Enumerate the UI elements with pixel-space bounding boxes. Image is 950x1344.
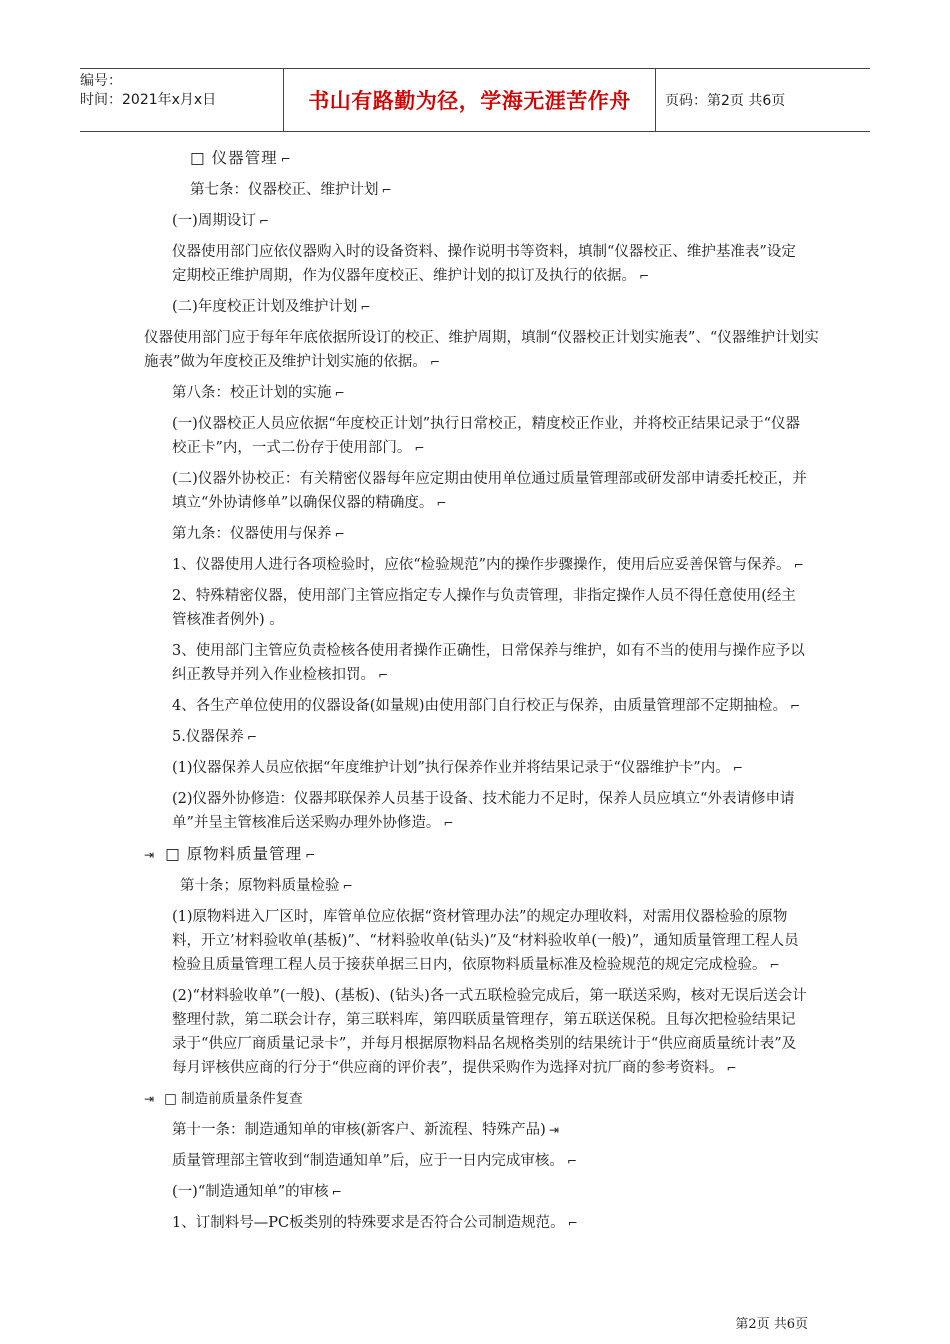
article-heading: 第九条：仪器使用与保养 ⌐ xyxy=(172,526,345,542)
article-heading: 第七条：仪器校正、维护计划 ⌐ xyxy=(190,182,392,198)
paragraph: (一)仪器校正人员应依据“年度校正计划”执行日常校正，精度校正作业，并将校正结果记录于“仪器校正卡”内，一式二份存于使用部门。 ⌐ xyxy=(172,416,801,456)
paragraph: 1、订制料号—PC板类别的特殊要求是否符合公司制造规范。 ⌐ xyxy=(172,1215,578,1231)
header-page-label: 页码：第2页 共6页 xyxy=(665,93,786,109)
paragraph: (1)仪器保养人员应依据“年度维护计划”执行保养作业并将结果记录于“仪器维护卡”内。 ⌐ xyxy=(172,760,743,776)
section-heading: □ 仪器管理 ⌐ xyxy=(190,149,292,167)
header-number-label: 编号： xyxy=(80,73,122,89)
section-heading: ⇥ □ 原物料质量管理 ⌐ xyxy=(144,845,317,863)
paragraph: 1、仪器使用人进行各项检验时，应依“检验规范”内的操作步骤操作，使用后应妥善保管与保养。 ⌐ xyxy=(172,557,804,573)
paragraph: 4、各生产单位使用的仪器设备(如量规)由使用部门自行校正与保养，由质量管理部不定期抽检。 ⌐ xyxy=(172,698,801,714)
section-heading: ⇥ □ 制造前质量条件复查 xyxy=(144,1091,303,1107)
article-heading: 第十一条：制造通知单的审核(新客户、新流程、特殊产品) ⇥ xyxy=(172,1122,559,1138)
article-heading: 第十条；原物料质量检验 ⌐ xyxy=(180,878,353,894)
paragraph: 2、特殊精密仪器，使用部门主管应指定专人操作与负责管理，非指定操作人员不得任意使用(经主管核准者例外) 。 xyxy=(172,588,796,628)
document-body xyxy=(144,146,819,1235)
paragraph: (1)原物料进入厂区时，库管单位应依据“资材管理办法”的规定办理收料，对需用仪器检验的原物料，开立’材料验收单(基板)”、“材料验收单(钻头)”及“材料验收单(一般)”，通知质量管理工程人员检验且质量管理工程人员于接获单据三日内，依原物料质量标准及检验规范的规定完成检验。 ⌐ xyxy=(172,909,799,973)
paragraph: 仪器使用部门应于每年年底依据所设订的校正、维护周期，填制“仪器校正计划实施表”、“仪器维护计划实施表”做为年度校正及维护计划实施的依据。 ⌐ xyxy=(144,330,819,370)
sub-heading: (一)周期设订 ⌐ xyxy=(172,213,269,229)
sub-heading: (二)年度校正计划及维护计划 ⌐ xyxy=(172,299,371,315)
header-page-cell xyxy=(655,69,870,131)
paragraph: (2)“材料验收单”(一般)、(基板)、(钻头)各一式五联检验完成后，第一联送采购，核对无误后送会计整理付款，第二联会计存，第三联料库，第四联质量管理存，第五联送保税。且每次把检验结果记录于“供应厂商质量记录卡”，并每月根据原物料品名规格类别的结果统计于“供应商质量统计表”及每月评核供应商的行分于“供应商的评价表”，提供采购作为选择对抗厂商的参考资料。 ⌐ xyxy=(172,988,807,1076)
paragraph: 质量管理部主管收到“制造通知单”后，应于一日内完成审核。 ⌐ xyxy=(172,1153,577,1169)
header-meta xyxy=(80,69,283,134)
header-motto-cell xyxy=(283,69,656,131)
article-heading: 第八条：校正计划的实施 ⌐ xyxy=(172,385,345,401)
paragraph: 仪器使用部门应依仪器购入时的设备资料、操作说明书等资料，填制“仪器校正、维护基准表”设定定期校正维护周期，作为仪器年度校正、维护计划的拟订及执行的依据。 ⌐ xyxy=(172,244,796,284)
sub-heading: 5.仪器保养 ⌐ xyxy=(172,729,257,745)
page-header xyxy=(80,68,870,132)
paragraph: (2)仪器外协修造：仪器邦联保养人员基于设备、技术能力不足时，保养人员应填立“外表请修申请单”并呈主管核准后送采购办理外协修造。 ⌐ xyxy=(172,791,795,831)
paragraph: (二)仪器外协校正：有关精密仪器每年应定期由使用单位通过质量管理部或研发部申请委托校正，并填立“外协请修单”以确保仪器的精确度。 ⌐ xyxy=(172,471,807,511)
header-motto: 书山有路勤为径，学海无涯苦作舟 xyxy=(308,89,631,113)
header-time-label: 时间：2021年x月x日 xyxy=(80,92,217,108)
sub-heading: (一)“制造通知单”的审核 ⌐ xyxy=(172,1184,342,1200)
page-footer: 第2页 共6页 xyxy=(735,1317,808,1332)
paragraph: 3、使用部门主管应负责检核各使用者操作正确性，日常保养与维护，如有不当的使用与操作应予以纠正教导并列入作业检核扣罚。 ⌐ xyxy=(172,643,805,683)
